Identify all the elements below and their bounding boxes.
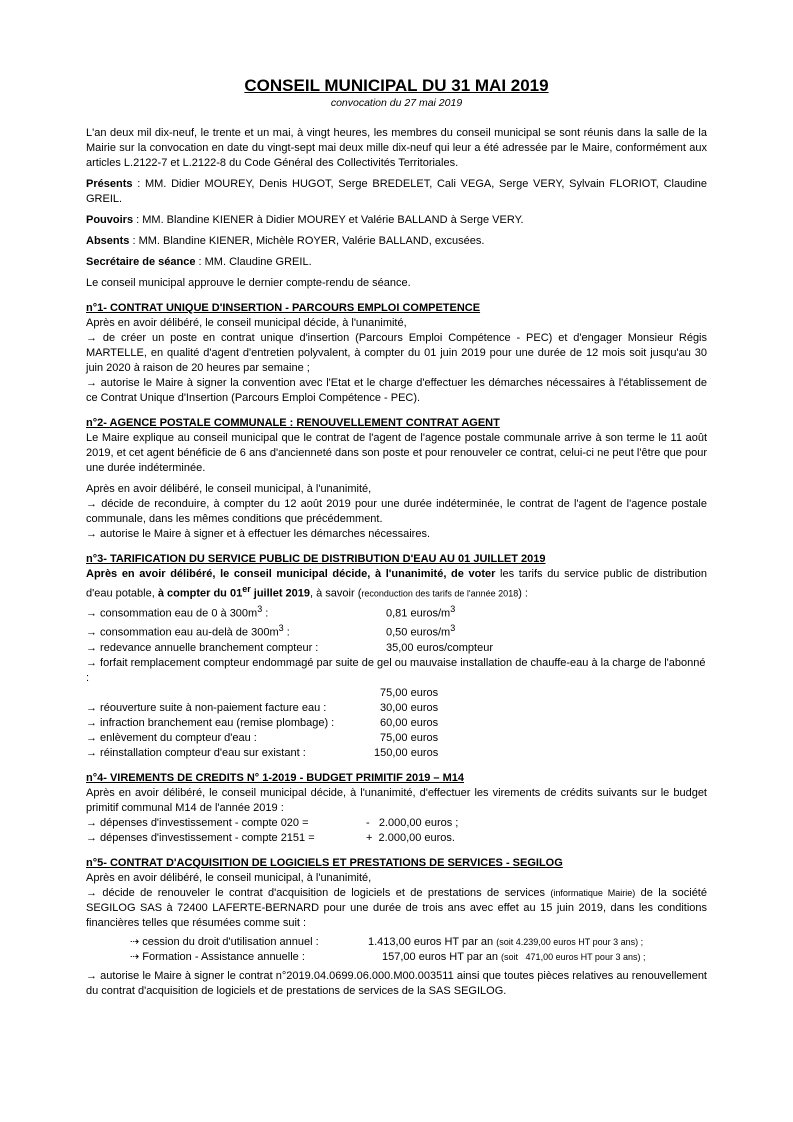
tarif-row-1: → consommation eau de 0 à $300m^3$ : 0,81 euros/$m^3$ (86, 603, 456, 620)
arrow-icon: → (86, 701, 97, 714)
arrow-icon: → (86, 607, 97, 620)
arrow-icon: → (86, 816, 97, 829)
pouvoirs-label: Pouvoirs (86, 214, 134, 226)
section-2-item-2: → autorise le Maire à signer et à effectuer les démarches nécessaires. (86, 528, 431, 540)
pouvoirs-line (86, 213, 707, 228)
absents-text: : MM. Blandine KIENER, Michèle ROYER, Valérie BALLAND, excusées. (129, 235, 485, 247)
pouvoirs-text: : MM. Blandine KIENER à Didier MOUREY et Valérie BALLAND à Serge VERY. (133, 214, 524, 226)
arrow-icon: → (86, 377, 97, 389)
arrow-icon: → (86, 528, 97, 540)
section-5-title: n°5- CONTRAT D'ACQUISITION DE LOGICIELS ET PRESTATIONS DE SERVICES - SEGILOG (86, 856, 563, 869)
presents-line (86, 177, 707, 207)
dashed-arrow-icon: ⇢ (130, 950, 140, 963)
section-1-item-2: → autorise le Maire à signer la convention avec l'Etat et le charge d'effectuer les démarches nécessaires à l'établissement de ce Contrat Unique d'Insertion (Parcours Emploi Compétence - PEC). (86, 377, 707, 404)
absents-line (86, 234, 707, 249)
page-title: CONSEIL MUNICIPAL DU 31 MAI 2019 (244, 76, 549, 95)
document-content (86, 76, 707, 1005)
secretaire-label: Secrétaire de séance (86, 256, 196, 268)
section-2-intro: Après en avoir délibéré, le conseil municipal, à l'unanimité, (86, 483, 372, 495)
section-5-intro: Après en avoir délibéré, le conseil municipal, à l'unanimité, (86, 871, 372, 884)
section-5-item-2: → autorise le Maire à signer le contrat n°2019.04.0699.06.000.M00.003511 ainsi que toutes pièces relatives au renouvellement du contrat d'acquisition de logiciels et de prestations de services de la SAS SEGILOG. (86, 969, 707, 997)
arrow-icon: → (86, 886, 97, 899)
section-2-title: n°2- AGENCE POSTALE COMMUNALE : RENOUVELLEMENT CONTRAT AGENT (86, 417, 500, 429)
virement-row-1: → dépenses d'investissement - compte 020 = - 2.000,00 euros ; (86, 816, 459, 829)
segilog-row-2: ⇢ Formation - Assistance annuelle : 157,00 euros HT par an (soit 471,00 euros HT pour 3 ans) ; (130, 950, 646, 963)
convocation-date: convocation du 27 mai 2019 (330, 97, 463, 109)
section-5-item-1: → décide de renouveler le contrat d'acquisition de logiciels et de prestations de services (informatique Mairie) de la société SEGILOG SAS à 72400 LAFERTE-BERNARD pour une durée de trois ans avec effet au 15 juin 2019, dans les conditions financières telles que résumées comme suit : (86, 886, 707, 929)
tarif-row-4-value: 75,00 euros (380, 686, 439, 699)
tarif-row-4: → forfait remplacement compteur endommagé par suite de gel ou mauvaise installation de chauffe-eau à la charge de l'abonné : (86, 656, 706, 684)
section-1-title: n°1- CONTRAT UNIQUE D'INSERTION - PARCOURS EMPLOI COMPETENCE (86, 302, 481, 314)
arrow-icon: → (86, 716, 97, 729)
section-2-item-1: → décide de reconduire, à compter du 12 août 2019 pour une durée indéterminée, le contrat de l'agent de l'agence postale communale, dans les mêmes conditions que précédemment. (86, 498, 707, 525)
section-4-title: n°4- VIREMENTS DE CREDITS N° 1-2019 - BUDGET PRIMITIF 2019 – M14 (86, 771, 464, 784)
arrow-icon: → (86, 831, 97, 844)
arrow-icon: → (86, 656, 97, 669)
arrow-icon: → (86, 626, 97, 639)
arrow-icon: → (86, 969, 97, 982)
section-2-paragraph: Le Maire explique au conseil municipal que le contrat de l'agent de l'agence postale communale arrive à son terme le 11 août 2019, et cet agent bénéficie de 6 ans d'ancienneté dans son poste et pour renouveler ce contrat, celui-ci ne peut l'être que pour une durée indéterminée. (86, 432, 707, 474)
dashed-arrow-icon: ⇢ (130, 935, 140, 948)
section-3-intro: Après en avoir délibéré, le conseil municipal décide, à l'unanimité, de voter les tarifs du service public de distribution d'eau potable, à compter du 01er juillet 2019, à savoir (reconduction des tarifs de l'année 2018) : (86, 568, 707, 600)
tarif-row-2: → consommation eau au-delà de $300m^3$ : 0,50 euros/$m^3$ (86, 623, 456, 639)
segilog-row-1: ⇢ cession du droit d'utilisation annuel : 1.413,00 euros HT par an (soit 4.239,00 euros HT pour 3 ans) ; (130, 935, 644, 948)
presents-text: : MM. Didier MOUREY, Denis HUGOT, Serge BREDELET, Cali VEGA, Serge VERY, Sylvain FLORIOT, Claudine GREIL. (86, 178, 707, 205)
arrow-icon: → (86, 731, 97, 744)
secretaire-text: : MM. Claudine GREIL. (195, 256, 312, 268)
approval-line: Le conseil municipal approuve le dernier compte-rendu de séance. (86, 277, 411, 289)
tarif-row-8: → réinstallation compteur d'eau sur existant : 150,00 euros (86, 746, 439, 759)
absents-label: Absents (86, 235, 130, 247)
section-4-paragraph: Après en avoir délibéré, le conseil municipal décide, à l'unanimité, d'effectuer les virements de crédits suivants sur le budget primitif communal M14 de l'année 2019 : (86, 786, 707, 814)
section-1-item-1: → de créer un poste en contrat unique d'insertion (Parcours Emploi Compétence - PEC) et d'engager Monsieur Régis MARTELLE, en qualité d'agent d'entretien polyvalent, à compter du 01 juin 2019 pour une durée de 12 mois soit jusqu'au 30 juin 2020 à raison de 20 heures par semaine ; (86, 332, 707, 374)
tarif-row-5: → réouverture suite à non-paiement facture eau : 30,00 euros (86, 701, 439, 714)
arrow-icon: → (86, 746, 97, 759)
secretaire-line (86, 255, 707, 270)
section-3-title: n°3- TARIFICATION DU SERVICE PUBLIC DE DISTRIBUTION D'EAU AU 01 JUILLET 2019 (86, 553, 546, 565)
arrow-icon: → (86, 498, 97, 510)
section-1-intro: Après en avoir délibéré, le conseil municipal décide, à l'unanimité, (86, 317, 407, 329)
arrow-icon: → (86, 641, 97, 654)
arrow-icon: → (86, 332, 97, 344)
intro-paragraph: L'an deux mil dix-neuf, le trente et un mai, à vingt heures, les membres du conseil municipal se sont réunis dans la salle de la Mairie sur la convocation en date du vingt-sept mai deux mille dix-neuf qui leur a été adressée par le Maire, conformément aux articles L.2122-7 et L.2122-8 du Code Général des Collectivités Territoriales. (86, 127, 707, 169)
virement-row-2: → dépenses d'investissement - compte 2151 = + 2.000,00 euros. (86, 831, 455, 844)
tarif-row-7: → enlèvement du compteur d'eau : 75,00 euros (86, 731, 439, 744)
tarif-row-3: → redevance annuelle branchement compteur : 35,00 euros/compteur (86, 641, 494, 654)
tarif-row-6: → infraction branchement eau (remise plombage) : 60,00 euros (86, 716, 439, 729)
presents-label: Présents (86, 178, 133, 190)
